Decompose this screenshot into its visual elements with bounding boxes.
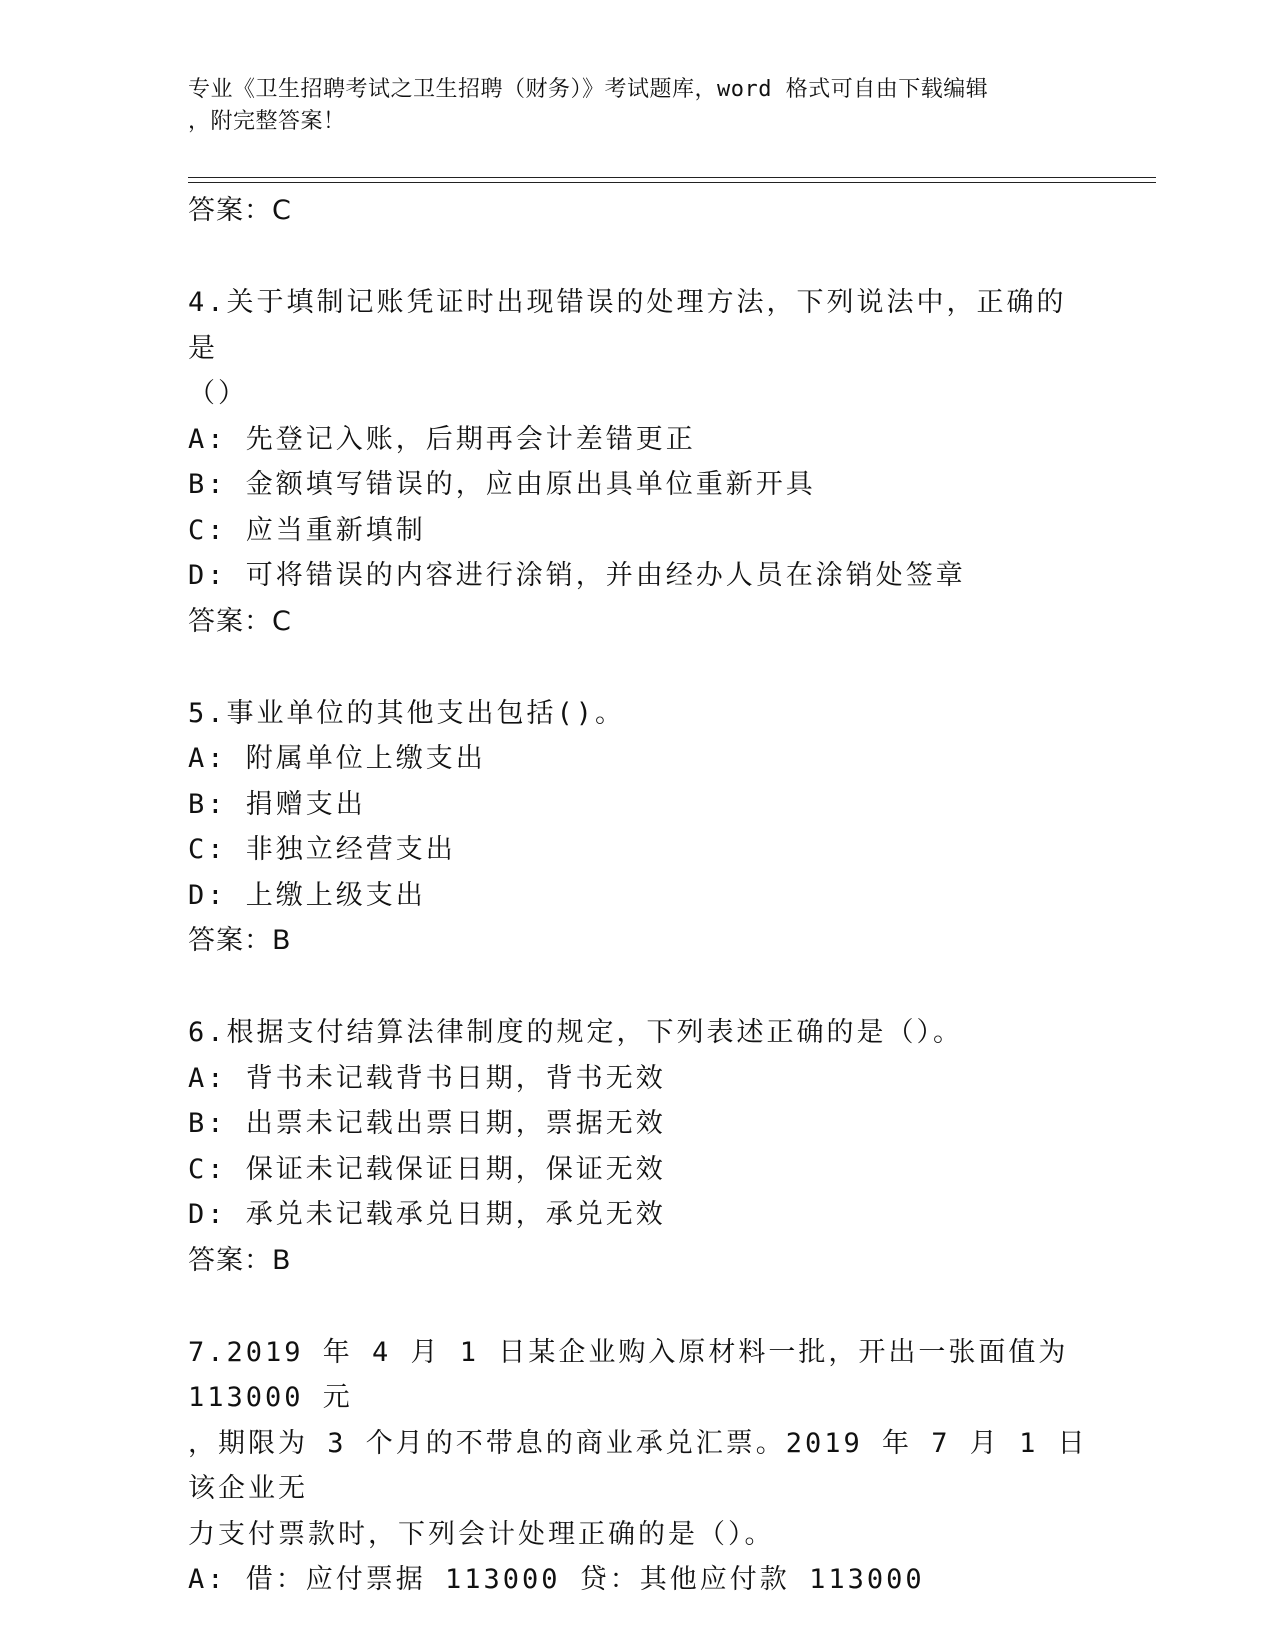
document-header <box>188 74 1088 138</box>
answer-line: 答案：B <box>188 1244 292 1276</box>
option-c: C: 保证未记载保证日期，保证无效 <box>188 1153 666 1185</box>
header-line-1: 专业《卫生招聘考试之卫生招聘（财务）》考试题库，word 格式可自由下载编辑 <box>188 77 989 102</box>
option-b: B: 出票未记载出票日期，票据无效 <box>188 1108 666 1139</box>
option-c: C: 应当重新填制 <box>188 514 426 546</box>
question-text: 7.2019 年 4 月 1 日某企业购入原材料一批，开出一张面值为 113000 元 <box>188 1336 1069 1413</box>
option-b: B: 金额填写错误的，应由原出具单位重新开具 <box>188 469 816 500</box>
option-a: A: 先登记入账，后期再会计差错更正 <box>188 423 696 455</box>
option-a: A: 附属单位上缴支出 <box>188 743 486 774</box>
question-text: 力支付票款时，下列会计处理正确的是（）。 <box>188 1518 775 1550</box>
option-a: A: 背书未记载背书日期，背书无效 <box>188 1062 666 1094</box>
question-text: 5.事业单位的其他支出包括()。 <box>188 697 626 729</box>
option-b: B: 捐赠支出 <box>188 788 366 820</box>
header-divider-bottom <box>188 182 1156 183</box>
header-divider-top <box>188 177 1156 178</box>
option-c: C: 非独立经营支出 <box>188 834 456 865</box>
question-text: 4.关于填制记账凭证时出现错误的处理方法，下列说法中，正确的是 <box>188 287 1067 364</box>
header-line-2: ，附完整答案！ <box>188 109 346 134</box>
answer-line: 答案：B <box>188 925 292 956</box>
answer-line: 答案：C <box>188 195 292 226</box>
question-text: （） <box>188 378 248 409</box>
option-d: D: 上缴上级支出 <box>188 879 426 911</box>
question-block <box>188 1010 1088 1284</box>
question-block <box>188 691 1088 965</box>
answer-line: 答案：C <box>188 605 292 637</box>
question-block <box>188 1330 1088 1603</box>
option-a: A: 借：应付票据 113000 贷：其他应付款 113000 <box>188 1564 925 1595</box>
question-text: 6.根据支付结算法律制度的规定，下列表述正确的是（）。 <box>188 1017 964 1048</box>
option-d: D: 可将错误的内容进行涂销，并由经办人员在涂销处签章 <box>188 560 966 591</box>
question-block <box>188 280 1088 645</box>
option-d: D: 承兑未记载承兑日期，承兑无效 <box>188 1199 666 1230</box>
question-content <box>188 188 1088 1603</box>
question-text: ，期限为 3 个月的不带息的商业承兑汇票。2019 年 7 月 1 日该企业无 <box>188 1427 1088 1504</box>
